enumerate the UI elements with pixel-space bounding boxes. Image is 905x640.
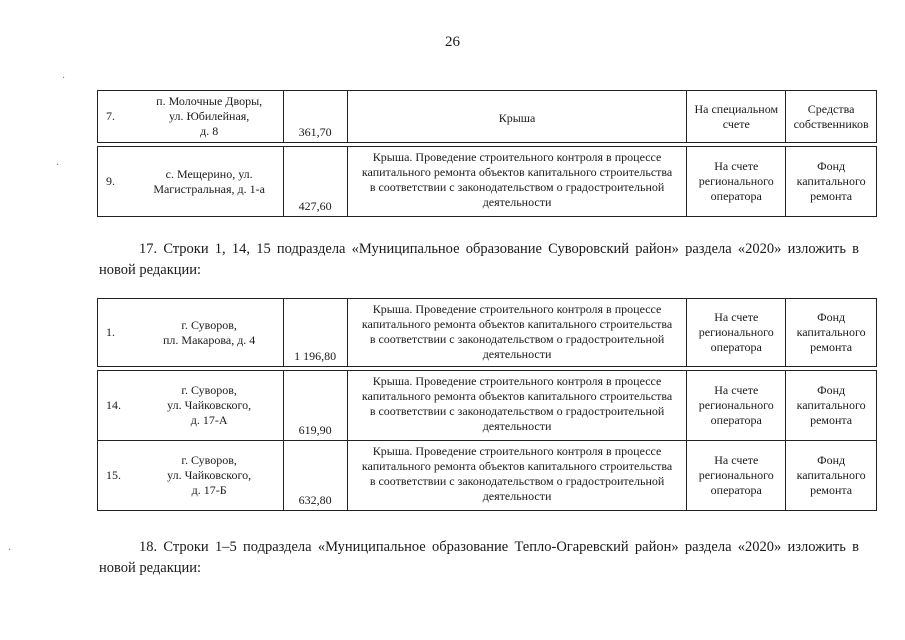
row-cost: 632,80 xyxy=(283,441,347,511)
scan-artifact: · xyxy=(8,545,12,556)
row-address: г. Суворов, ул. Чайковского, д. 17-Б xyxy=(136,441,283,511)
row-address: г. Суворов, пл. Макарова, д. 4 xyxy=(136,299,283,367)
paragraph-18 xyxy=(99,537,859,579)
row-account: На счете регионального оператора xyxy=(687,441,786,511)
row-funding-source: Фонд капитального ремонта xyxy=(786,147,877,217)
row-cost: 1 196,80 xyxy=(283,299,347,367)
row-number: 9. xyxy=(98,147,136,217)
table-row xyxy=(98,91,877,143)
row-work-type: Крыша. Проведение строительного контроля в процессе капитального ремонта объектов капитального строительства в соответствии с законодательством о градостроительной деятельности xyxy=(347,299,687,367)
page-number: 26 xyxy=(445,34,460,50)
row-work-type: Крыша. Проведение строительного контроля в процессе капитального ремонта объектов капитального строительства в соответствии с законодательством о градостроительной деятельности xyxy=(347,147,687,217)
row-work-type: Крыша. Проведение строительного контроля в процессе капитального ремонта объектов капитального строительства в соответствии с законодательством о градостроительной деятельности xyxy=(347,371,687,441)
row-cost: 361,70 xyxy=(283,91,347,143)
row-number: 1. xyxy=(98,299,136,367)
row-account: На счете регионального оператора xyxy=(687,147,786,217)
row-address: с. Мещерино, ул. Магистральная, д. 1-а xyxy=(136,147,283,217)
table-row xyxy=(98,299,877,367)
row-account: На счете регионального оператора xyxy=(687,299,786,367)
row-work-type: Крыша xyxy=(347,91,687,143)
paragraph-18-text: 18. Строки 1–5 подраздела «Муниципальное образование Тепло-Огаревский район» раздела «2020» изложить в новой редакции: xyxy=(99,539,859,576)
paragraph-17-text: 17. Строки 1, 14, 15 подраздела «Муниципальное образование Суворовский район» раздела «2020» изложить в новой редакции: xyxy=(99,241,859,278)
table-row xyxy=(98,441,877,511)
row-address: п. Молочные Дворы, ул. Юбилейная, д. 8 xyxy=(136,91,283,143)
row-number: 15. xyxy=(98,441,136,511)
row-work-type: Крыша. Проведение строительного контроля в процессе капитального ремонта объектов капитального строительства в соответствии с законодательством о градостроительной деятельности xyxy=(347,441,687,511)
scan-artifact: · xyxy=(56,160,60,171)
row-number: 14. xyxy=(98,371,136,441)
row-account: На специальном счете xyxy=(687,91,786,143)
table-row xyxy=(98,147,877,217)
scan-artifact: · xyxy=(62,73,66,84)
row-address: г. Суворов, ул. Чайковского, д. 17-А xyxy=(136,371,283,441)
row-funding-source: Фонд капитального ремонта xyxy=(786,371,877,441)
table-previous-rows xyxy=(97,90,877,217)
row-funding-source: Фонд капитального ремонта xyxy=(786,441,877,511)
row-funding-source: Фонд капитального ремонта xyxy=(786,299,877,367)
row-number: 7. xyxy=(98,91,136,143)
table-new-rows xyxy=(97,298,877,511)
row-account: На счете регионального оператора xyxy=(687,371,786,441)
row-cost: 427,60 xyxy=(283,147,347,217)
row-funding-source: Средства собственников xyxy=(786,91,877,143)
table-row xyxy=(98,371,877,441)
row-cost: 619,90 xyxy=(283,371,347,441)
paragraph-17 xyxy=(99,239,859,281)
